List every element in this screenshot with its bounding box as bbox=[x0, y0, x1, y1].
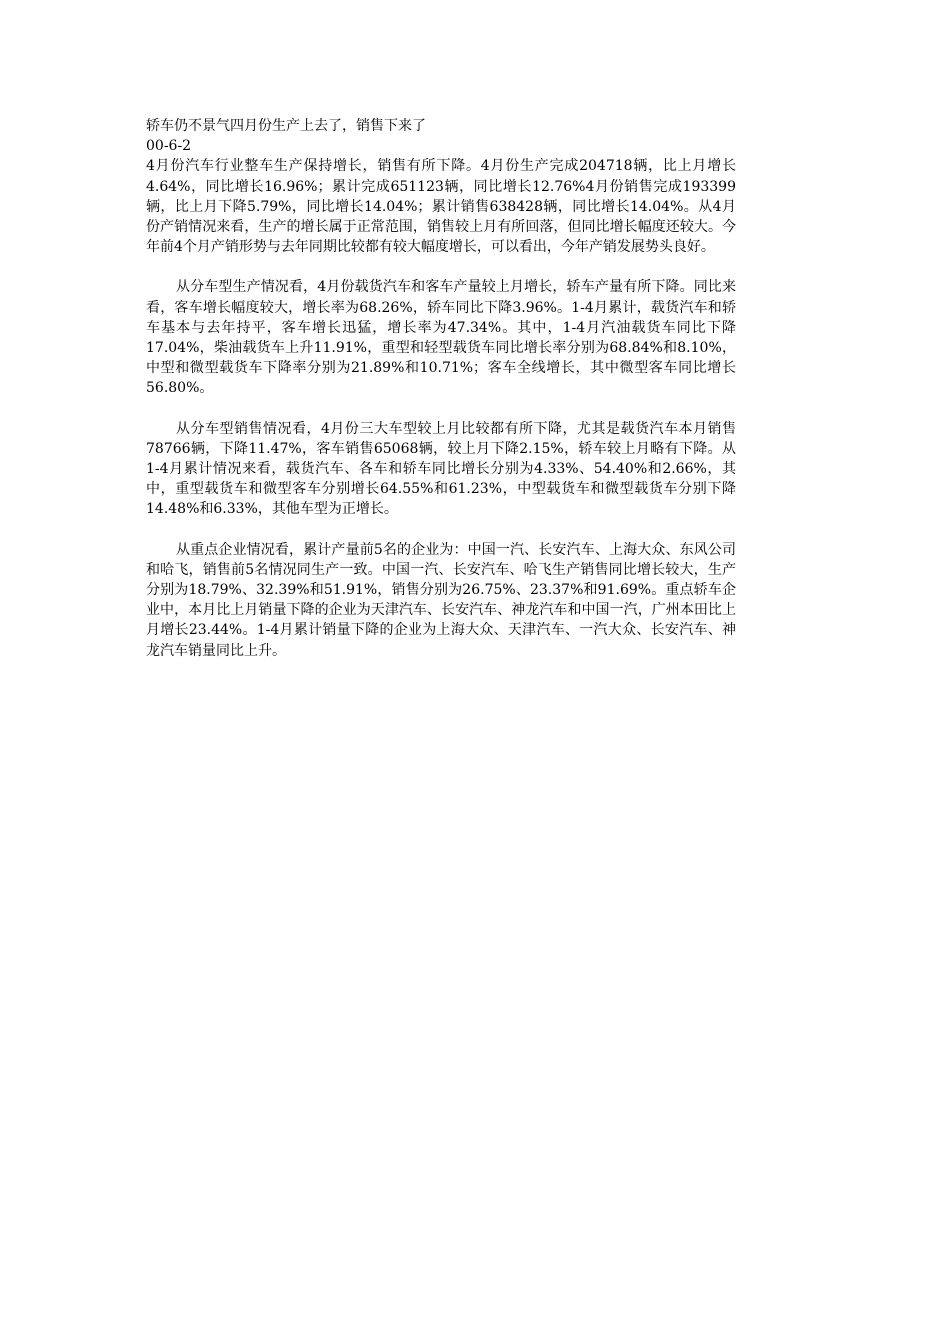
paragraph-gap bbox=[146, 257, 736, 277]
paragraph-overview: 4月份汽车行业整车生产保持增长，销售有所下降。4月份生产完成204718辆，比上月增长4.64%，同比增长16.96%；累计完成651123辆，同比增长12.76%4月份销售完成193399辆，比上月下降5.79%，同比增长14.04%；累计销售638428辆，同比增长14.04%。从4月份产销情况来看，生产的增长属于正常范围，销售较上月有所回落，但同比增长幅度还较大。今年前4个月产销形势与去年同期比较都有较大幅度增长，可以看出，今年产销发展势头良好。 bbox=[146, 158, 736, 256]
article-title: 轿车仍不景气四月份生产上去了，销售下来了 bbox=[146, 118, 426, 134]
document-page bbox=[146, 116, 736, 661]
paragraph-production-by-type: 从分车型生产情况看，4月份载货汽车和客车产量较上月增长，轿车产量有所下降。同比来看，客车增长幅度较大，增长率为68.26%，轿车同比下降3.96%。1-4月累计，载货汽车和轿车基本与去年持平，客车增长迅猛，增长率为47.34%。其中，1-4月汽油载货车同比下降17.04%，柴油载货车上升11.91%，重型和轻型载货车同比增长率分别为68.84%和8.10%，中型和微型载货车下降率分别为21.89%和10.71%；客车全线增长，其中微型客车同比增长56.80%。 bbox=[146, 279, 736, 397]
paragraph-gap bbox=[146, 520, 736, 540]
paragraph-gap bbox=[146, 399, 736, 419]
paragraph-key-enterprises: 从重点企业情况看，累计产量前5名的企业为：中国一汽、长安汽车、上海大众、东风公司和哈飞，销售前5名情况同生产一致。中国一汽、长安汽车、哈飞生产销售同比增长较大，生产分别为18.79%、32.39%和51.91%，销售分别为26.75%、23.37%和91.69%。重点轿车企业中，本月比上月销量下降的企业为天津汽车、长安汽车、神龙汽车和中国一汽，广州本田比上月增长23.44%。1-4月累计销量下降的企业为上海大众、天津汽车、一汽大众、长安汽车、神龙汽车销量同比上升。 bbox=[146, 541, 736, 659]
paragraph-sales-by-type: 从分车型销售情况看，4月份三大车型较上月比较都有所下降，尤其是载货汽车本月销售78766辆，下降11.47%，客车销售65068辆，较上月下降2.15%，轿车较上月略有下降。从1-4月累计情况来看，载货汽车、各车和轿车同比增长分别为4.33%、54.40%和2.66%，其中，重型载货车和微型客车分别增长64.55%和61.23%，中型载货车和微型载货车分别下降14.48%和6.33%，其他车型为正增长。 bbox=[146, 420, 736, 518]
article-date: 00-6-2 bbox=[146, 138, 192, 155]
